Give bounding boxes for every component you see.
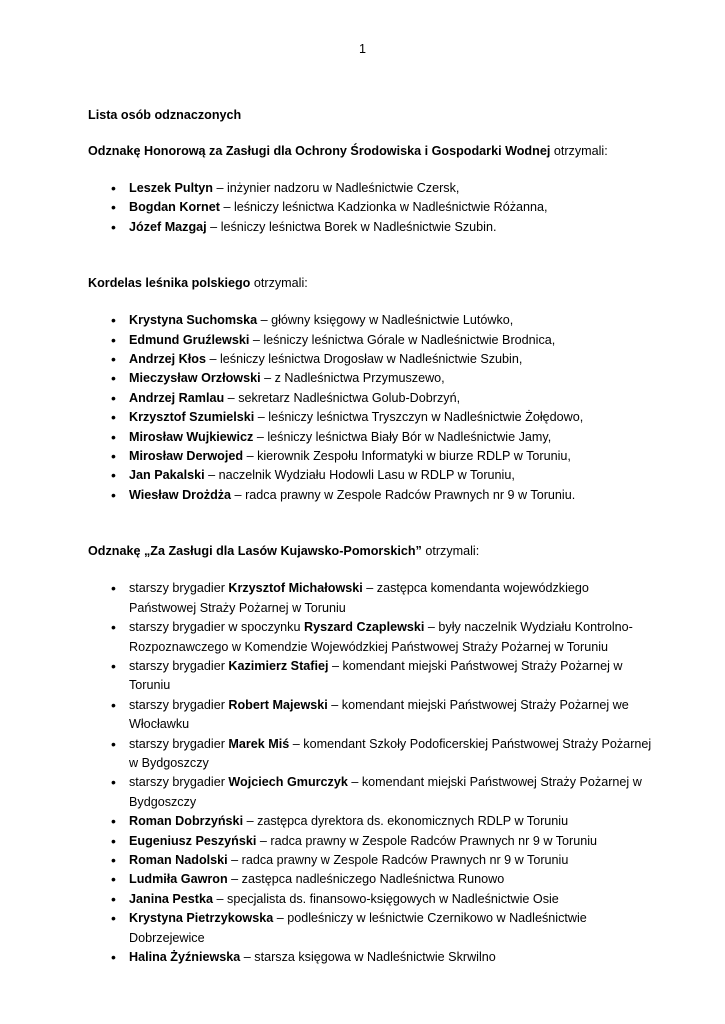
item-prefix: starszy brygadier <box>129 581 229 596</box>
person-name: Robert Majewski <box>228 697 328 712</box>
list-item <box>88 657 653 696</box>
person-name: Kazimierz Stafiej <box>228 658 329 673</box>
person-name: Bogdan Kornet <box>129 200 220 215</box>
list-item <box>88 696 653 735</box>
award-name: Odznakę Honorową za Zasługi dla Ochrony Środowiska i Gospodarki Wodnej <box>88 144 551 158</box>
person-name: Halina Żyźniewska <box>129 950 241 964</box>
person-name: Roman Nadolski <box>129 852 228 867</box>
list-item <box>88 389 653 408</box>
person-name: Wiesław Drożdża <box>129 487 232 502</box>
item-description: – leśniczy leśnictwa Tryszczyn w Nadleśnictwie Żołędowo, <box>254 410 584 425</box>
list-item <box>88 428 653 447</box>
person-name: Krzysztof Michałowski <box>228 581 363 596</box>
list-item <box>88 447 653 466</box>
person-name: Mirosław Derwojed <box>129 449 244 464</box>
section-heading-kordelas <box>88 274 653 293</box>
document-body <box>88 106 653 967</box>
person-name: Krystyna Pietrzykowska <box>129 911 274 926</box>
person-name: Andrzej Ramlau <box>129 390 225 405</box>
list-item <box>88 350 653 369</box>
section-heading-honorary-badge <box>88 142 653 161</box>
item-description: – komendant miejski Państwowej Straży Pożarnej w Bydgoszczy <box>129 775 642 809</box>
item-description: – naczelnik Wydziału Hodowli Lasu w RDLP w Toruniu, <box>204 468 515 483</box>
list-item <box>88 735 653 774</box>
page-number: 1 <box>358 42 366 56</box>
item-description: – leśniczy leśnictwa Drogosław w Nadleśnictwie Szubin, <box>205 352 523 367</box>
person-name: Eugeniusz Peszyński <box>129 833 257 848</box>
item-description: – sekretarz Nadleśnictwa Golub-Dobrzyń, <box>224 390 461 405</box>
item-description: – leśniczy leśnictwa Biały Bór w Nadleśnictwie Jamy, <box>253 429 552 444</box>
person-name: Jan Pakalski <box>129 468 205 483</box>
kordelas-list <box>88 311 653 505</box>
list-item <box>88 369 653 388</box>
item-description: – leśniczy leśnictwa Kadzionka w Nadleśnictwie Różanna, <box>219 200 548 215</box>
kujawsko-pomorskie-list <box>88 579 653 967</box>
item-description: – kierownik Zespołu Informatyki w biurze RDLP w Toruniu, <box>243 449 571 464</box>
item-prefix: starszy brygadier <box>129 736 229 751</box>
item-description: – komendant miejski Państwowej Straży Pożarnej we Włocławku <box>129 697 629 732</box>
item-description: – leśniczy leśnictwa Borek w Nadleśnictwie Szubin. <box>206 219 497 234</box>
item-description: – radca prawny w Zespole Radców Prawnych nr 9 w Toruniu <box>256 833 598 848</box>
person-name: Krystyna Suchomska <box>129 313 258 328</box>
heading-suffix: otrzymali: <box>550 144 608 158</box>
item-description: – z Nadleśnictwa Przymuszewo, <box>260 371 445 386</box>
person-name: Wojciech Gmurczyk <box>228 775 348 790</box>
person-name: Leszek Pultyn <box>129 181 213 195</box>
heading-suffix: otrzymali: <box>250 276 308 291</box>
list-item <box>88 773 653 812</box>
item-description: – leśniczy leśnictwa Górale w Nadleśnictwie Brodnica, <box>249 332 556 347</box>
person-name: Mieczysław Orzłowski <box>129 371 261 386</box>
item-description: – zastępca dyrektora ds. ekonomicznych RDLP w Toruniu <box>243 814 569 829</box>
list-item <box>88 408 653 427</box>
document-title: Lista osób odznaczonych <box>88 108 242 122</box>
list-item <box>88 311 653 330</box>
list-item <box>88 812 653 831</box>
item-description: – radca prawny w Zespole Radców Prawnych nr 9 w Toruniu <box>227 852 569 867</box>
item-description: – radca prawny w Zespole Radców Prawnych nr 9 w Toruniu. <box>231 487 576 502</box>
list-item <box>88 870 653 889</box>
item-description: – komendant Szkoły Podoficerskiej Państwowej Straży Pożarnej w Bydgoszczy <box>129 736 652 770</box>
list-item <box>88 618 653 657</box>
person-name: Mirosław Wujkiewicz <box>129 429 254 444</box>
list-item <box>88 851 653 870</box>
list-item <box>88 890 653 909</box>
person-name: Andrzej Kłos <box>129 352 206 367</box>
item-description: – główny księgowy w Nadleśnictwie Lutówko, <box>257 313 514 328</box>
award-name: Odznakę „Za Zasługi dla Lasów Kujawsko-Pomorskich” <box>88 544 422 559</box>
award-name: Kordelas leśnika polskiego <box>88 276 251 291</box>
item-description: – zastępca nadleśniczego Nadleśnictwa Runowo <box>227 872 505 887</box>
list-item <box>88 948 653 967</box>
item-description: – komendant miejski Państwowej Straży Pożarnej w Toruniu <box>129 658 623 693</box>
person-name: Edmund Gruźlewski <box>129 332 250 347</box>
person-name: Ryszard Czaplewski <box>303 620 425 635</box>
item-description: – zastępca komendanta wojewódzkiego Państwowej Straży Pożarnej w Toruniu <box>129 581 589 615</box>
list-item <box>88 486 653 505</box>
list-item <box>88 466 653 485</box>
item-description: – były naczelnik Wydziału Kontrolno-Rozpoznawczego w Komendzie Wojewódzkiej Państwowej Straży Pożarnej w Toruniu <box>129 620 633 654</box>
item-prefix: starszy brygadier w spoczynku <box>129 620 304 635</box>
list-item <box>88 198 653 217</box>
item-prefix: starszy brygadier <box>129 775 229 790</box>
person-name: Krzysztof Szumielski <box>129 410 255 425</box>
heading-suffix: otrzymali: <box>421 544 480 559</box>
person-name: Józef Mazgaj <box>129 219 207 234</box>
item-prefix: starszy brygadier <box>129 658 229 673</box>
person-name: Roman Dobrzyński <box>129 814 244 829</box>
item-prefix: starszy brygadier <box>129 697 229 712</box>
list-item <box>88 579 653 618</box>
person-name: Ludmiła Gawron <box>129 872 228 887</box>
honorary-badge-list <box>88 179 653 237</box>
list-item <box>88 179 653 198</box>
item-description: – specjalista ds. finansowo-księgowych w Nadleśnictwie Osie <box>213 891 559 906</box>
item-description: – inżynier nadzoru w Nadleśnictwie Czersk, <box>213 181 460 195</box>
section-heading-kujawsko-pomorskie-badge <box>88 542 653 561</box>
list-item <box>88 331 653 350</box>
item-description: – starsza księgowa w Nadleśnictwie Skrwilno <box>240 950 496 964</box>
list-item <box>88 909 653 948</box>
person-name: Marek Miś <box>228 736 290 751</box>
list-item <box>88 218 653 237</box>
list-item <box>88 832 653 851</box>
item-description: – podleśniczy w leśnictwie Czernikowo w Nadleśnictwie Dobrzejewice <box>129 911 587 945</box>
person-name: Janina Pestka <box>129 891 214 906</box>
